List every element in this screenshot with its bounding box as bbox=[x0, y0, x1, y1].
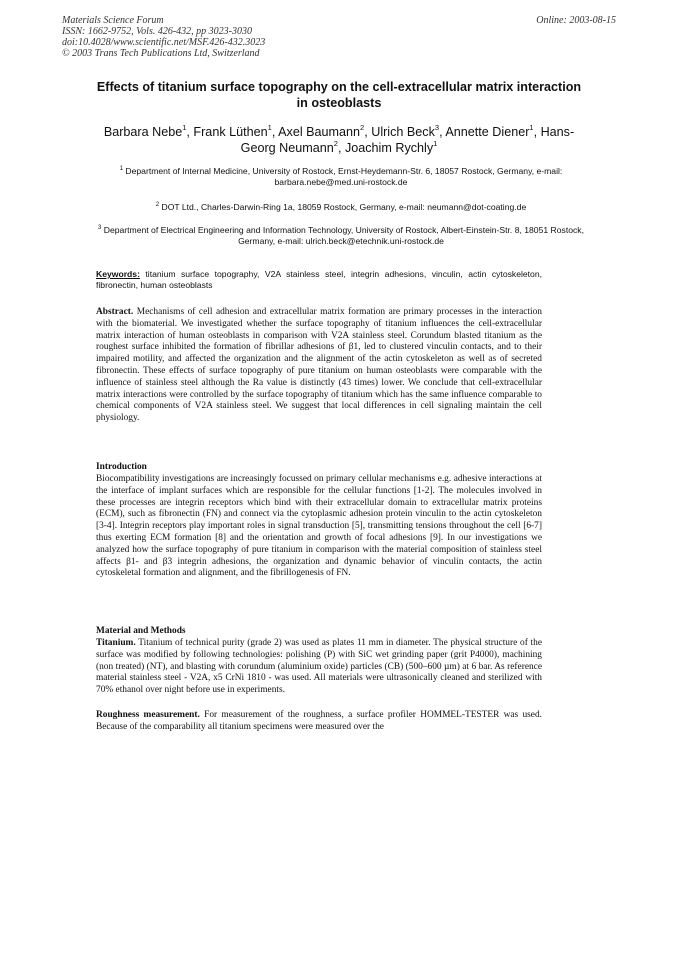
introduction-heading: Introduction bbox=[96, 462, 147, 472]
roughness-paragraph bbox=[96, 710, 542, 734]
author-name: Axel Baumann bbox=[278, 125, 361, 139]
affiliation-number: 2 bbox=[155, 202, 160, 208]
titanium-label: Titanium. bbox=[96, 638, 136, 648]
online-date: Online: 2003-08-15 bbox=[536, 15, 616, 26]
affiliation-text: Department of Internal Medicine, University of Rostock, Ernst-Heydemann-Str. 6, 18057 Rostock, Germany, e-mail: barbara.nebe@med.uni-rostock.de bbox=[125, 166, 563, 187]
introduction-text: Biocompatibility investigations are increasingly focussed on primary cellular mechanisms e.g. adhesive interactions at the interface of implant surfaces which are responsible for the cellular functions [1-2]. The molecules involved in these processes are integrin receptors which bind with their extracellular domain to extracellular matrix proteins (ECM), such as fibronectin (FN) and connect via the cytoplasmic adhesion protein vinculin to the actin cytoskeleton [3-4]. Integrin receptors play important roles in signal transduction [5], transmitting tensions throughout the cell [6-7] thus exerting ECM formation [8] and the orientation and growth of focal adhesions [9]. In our investigations we analyzed how the surface topography of pure titanium in comparison with the material composition of stainless steel affects β1- and β3 integrin adhesions, the organization and dynamic behavior of vinculin contacts, the actin cytoskeletal formation and alignment, and the fibrillogenesis of FN. bbox=[96, 474, 542, 579]
affiliation-1 bbox=[96, 166, 586, 188]
author-affiliation-mark: 2 bbox=[360, 123, 365, 132]
affiliation-number: 1 bbox=[119, 166, 124, 172]
affiliation-text: Department of Electrical Engineering and Information Technology, University of Rostock, Albert-Einstein-Str. 8, 18051 Rostock, Germany, e-mail: ulrich.beck@etechnik.uni-rostock.de bbox=[103, 225, 584, 246]
roughness-text: For measurement of the roughness, a surface profiler HOMMEL-TESTER was used. Because of the comparability all titanium specimens were measured over the bbox=[96, 710, 542, 732]
affiliation-3 bbox=[96, 225, 586, 247]
abstract bbox=[96, 307, 542, 425]
abstract-text: Mechanisms of cell adhesion and extracellular matrix formation are primary processes in the interaction with the biomaterial. We investigated whether the surface topography of titanium influences the cell-extracellular matrix interaction of human osteoblasts in comparison with V2A stainless steel. Corundum blasted titanium as the roughest surface inhibited the formation of fibrillar adhesions of β1, led to clustered vinculin contacts, and to their impaired motility, and affected the organization and the alignment of the actin cytoskeleton as well as of secreted fibronectin. These effects of surface topography of pure titanium on human osteoblasts were comparable with the influence of stainless steel although the Ra value is distinctly (43 times) lower. We conclude that cell-extracellular matrix interactions were controlled by the surface topography of titanium which has the same influence comparable to chemical components of V2A stainless steel. We suggest that local differences in cell signaling maintain the cell physiology. bbox=[96, 307, 542, 424]
copyright-line: © 2003 Trans Tech Publications Ltd, Switzerland bbox=[62, 48, 260, 59]
author-name: Ulrich Beck bbox=[371, 125, 435, 139]
journal-header bbox=[62, 15, 265, 59]
author-list: Barbara Nebe$^1$, Frank Lüthen$^1$, Axel Baumann$^2$, Ulrich Beck$^3$, Annette Diener$^1$, Hans-Georg Neumann$^2$, Joachim Rychly$^1$ bbox=[103, 123, 575, 155]
author-affiliation-mark: 1 bbox=[433, 139, 438, 148]
author-name: Annette Diener bbox=[445, 125, 530, 139]
keywords bbox=[96, 269, 542, 291]
author-affiliation-mark: 1 bbox=[182, 123, 187, 132]
keywords-text: titanium surface topography, V2A stainless steel, integrin adhesions, vinculin, actin cytoskeleton, fibronectin, human osteoblasts bbox=[96, 269, 542, 290]
abstract-label: Abstract. bbox=[96, 307, 134, 317]
keywords-label: Keywords: bbox=[96, 269, 140, 279]
paper-title: Effects of titanium surface topography on the cell-extracellular matrix interaction in osteoblasts bbox=[96, 80, 582, 110]
author-name: Joachim Rychly bbox=[344, 141, 434, 155]
author-affiliation-mark: 2 bbox=[333, 139, 338, 148]
author-affiliation-mark: 1 bbox=[529, 123, 534, 132]
titanium-paragraph bbox=[96, 638, 542, 697]
affiliation-2 bbox=[96, 202, 586, 213]
doi-line: doi:10.4028/www.scientific.net/MSF.426-432.3023 bbox=[62, 37, 266, 48]
author-affiliation-mark: 3 bbox=[434, 123, 440, 132]
titanium-text: Titanium of technical purity (grade 2) was used as plates 11 mm in diameter. The physical structure of the surface was modified by following technologies: polishing (P) with SiC wet grinding paper (grit P4000), machining (non treated) (NT), and blasting with corundum (aluminium oxide) particles (CB) (500–600 µm) at 6 bar. As reference material stainless steel - V2A, x5 CrNi 1810 - was used. All materials were ultrasonically cleaned and sterilized with 70% ethanol over night before use in experiments. bbox=[96, 638, 542, 696]
author-affiliation-mark: 1 bbox=[267, 123, 272, 132]
issn-line: ISSN: 1662-9752, Vols. 426-432, pp 3023-3030 bbox=[62, 26, 252, 37]
methods-heading: Material and Methods bbox=[96, 626, 186, 636]
affiliation-number: 3 bbox=[98, 225, 102, 231]
affiliation-text: DOT Ltd., Charles-Darwin-Ring 1a, 18059 Rostock, Germany, e-mail: neumann@dot-coating.de bbox=[161, 202, 527, 212]
author-name: Hans-Georg Neumann bbox=[240, 125, 575, 155]
journal-name: Materials Science Forum bbox=[62, 15, 164, 26]
roughness-label: Roughness measurement. bbox=[96, 710, 200, 720]
author-name: Barbara Nebe bbox=[103, 125, 183, 139]
author-name: Frank Lüthen bbox=[193, 125, 268, 139]
